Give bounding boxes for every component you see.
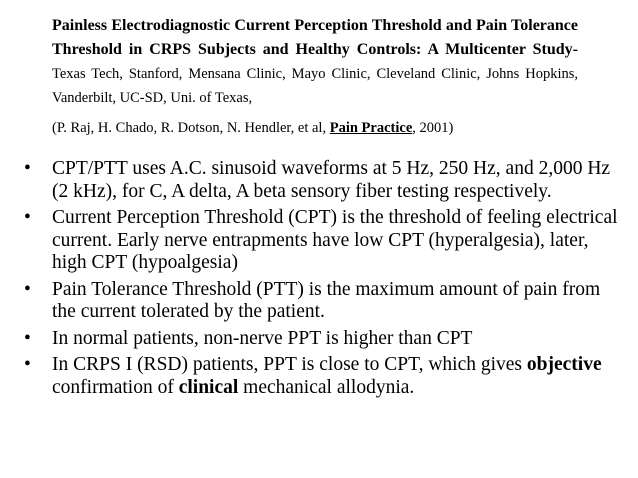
bullet-text: Current Perception Threshold (CPT) is the threshold of feeling electrical current. Early nerve entrapments have low CPT (hyperalgesia), later, high CPT (hypoalgesia) bbox=[52, 207, 618, 273]
bullet-item bbox=[24, 207, 624, 275]
bullet-list bbox=[24, 158, 624, 403]
emphasis-objective: objective bbox=[526, 354, 602, 375]
citation-header bbox=[52, 14, 578, 140]
bullet-dot-icon: • bbox=[24, 354, 31, 375]
bullet-text: Pain Tolerance Threshold (PTT) is the maximum amount of pain from the current tolerated by the patient. bbox=[52, 278, 601, 322]
institutions: Texas Tech, Stanford, Mensana Clinic, Mayo Clinic, Cleveland Clinic, Johns Hopkins, Vanderbilt, UC-SD, Uni. of Texas, bbox=[52, 66, 578, 106]
bullet-dot-icon: • bbox=[24, 327, 31, 349]
bullet-item bbox=[24, 279, 624, 324]
bullet-item bbox=[24, 354, 624, 399]
year: , 2001) bbox=[412, 120, 454, 136]
study-title: Painless Electrodiagnostic Current Perception Threshold and Pain Tolerance Threshold in CRPS Subjects and Healthy Controls: A Multicenter Study- bbox=[52, 17, 578, 58]
bullet-text: In normal patients, non-nerve PPT is higher than CPT bbox=[52, 327, 473, 349]
bullet-text bbox=[52, 354, 602, 398]
bullet-text-part: In CRPS I (RSD) patients, PPT is close to CPT, which gives bbox=[52, 354, 527, 375]
bullet-text-part: mechanical allodynia. bbox=[238, 376, 415, 398]
bullet-text: CPT/PTT uses A.C. sinusoid waveforms at 5 Hz, 250 Hz, and 2,000 Hz (2 kHz), for C, A delta, A beta sensory fiber testing respectively. bbox=[52, 158, 611, 202]
bullet-dot-icon: • bbox=[24, 158, 31, 179]
bullet-text-part: confirmation of bbox=[52, 376, 179, 398]
emphasis-clinical: clinical bbox=[178, 376, 239, 398]
bullet-dot-icon: • bbox=[24, 278, 31, 300]
journal-link[interactable]: Pain Practice bbox=[329, 120, 413, 136]
authors: (P. Raj, H. Chado, R. Dotson, N. Hendler, et al, bbox=[52, 120, 330, 136]
reference-line bbox=[52, 116, 578, 140]
bullet-item bbox=[24, 328, 624, 351]
bullet-item bbox=[24, 158, 624, 203]
bullet-dot-icon: • bbox=[24, 207, 31, 228]
